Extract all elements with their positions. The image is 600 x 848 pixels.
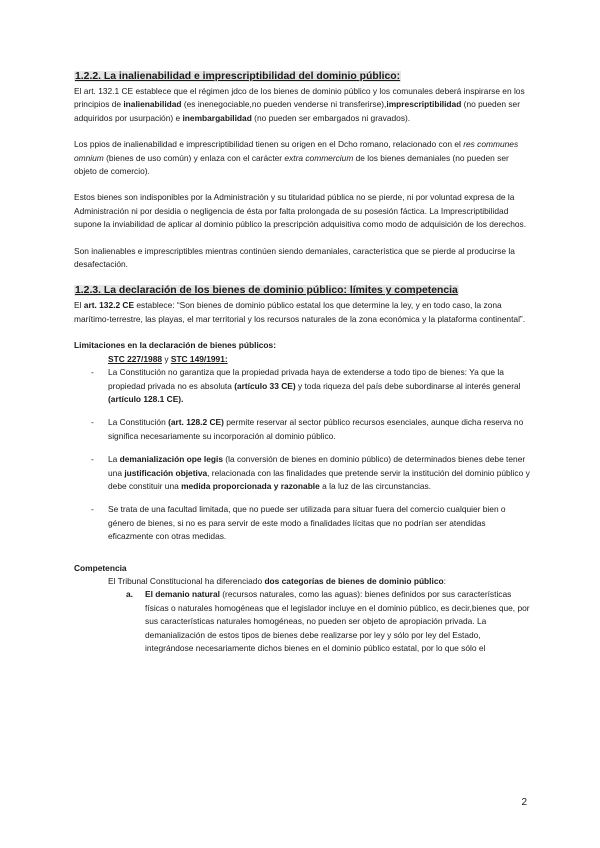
text-run: de los bienes demaniales (no pueden ser objeto de comercio). [74,152,509,177]
list-item [74,588,530,655]
dash-marker: - [91,454,94,465]
italic-res-communes: res communes omnium [74,139,519,163]
text-run: El [74,300,84,311]
page-content [74,70,530,655]
text-run: , relacionada con las finalidades que pretende servir la institución del dominio público y debe constituir una [108,467,530,491]
text-run: y [162,353,171,364]
text-run: : [443,575,446,586]
text-run: La [108,454,120,465]
text-run: establece: “Son bienes de dominio público estatal los que determine la ley, y en todo caso, la zona marítimo-terrestre, las playas, el mar territorial y los recursos naturales de la zona económica y la plataforma continental”. [74,300,526,324]
text-run: La Constitución no garantiza que la propiedad privada haya de extenderse a todo tipo de bienes: Ya que la propiedad privada no es absoluta [108,367,504,391]
bold-demanio-natural: El demanio natural [145,589,220,600]
stc-149-1991: STC 149/1991 [170,353,225,364]
bold-dos-categorias: dos categorías de bienes de dominio público [264,575,444,586]
text-run: (la conversión de bienes en dominio público) de determinados bienes debe tener una [108,454,526,478]
paragraph-desafectacion: Son inalienables e imprescriptibles mientras continúen siendo demaniales, característica que se pierde al producirse la desafectación. [74,245,515,270]
bold-art-132-2: art. 132.2 CE [83,300,135,311]
text-run: El Tribunal Constitucional ha diferenciado [108,575,265,586]
competencia-title: Competencia [74,562,127,573]
paragraph-principles [74,85,530,125]
bold-medida: medida proporcionada y razonable [181,480,320,491]
text-run: permite reservar al sector público recursos esenciales, aunque dicha reserva no significa necesariamente su incorporación al dominio público. [108,417,524,441]
text-run: : [224,353,228,364]
bold-inembargabilidad: inembargabilidad [182,112,252,123]
italic-extra-commercium: extra commercium [284,152,354,163]
bold-inalienabilidad: inalienabilidad [123,99,182,110]
bold-imprescriptibilidad: imprescriptibilidad [386,99,462,110]
text-run: (es inenegociable,no pueden venderse ni transferirse), [181,99,387,110]
stc-references [108,353,530,366]
text-run: La Constitución [108,417,169,428]
list-item [74,416,530,443]
list-item [74,366,530,406]
text-run: y toda riqueza del país debe subordinarse al interés general [295,380,521,391]
paragraph-art-132-2 [74,299,530,326]
section-heading-1-2-3: 1.2.3. La declaración de los bienes de dominio público: límites y competencia [75,285,458,297]
dash-marker: - [91,417,94,428]
dash-marker: - [91,367,94,378]
list-item [74,453,530,493]
page-number: 2 [521,797,527,808]
section-heading-1-2-2: 1.2.2. La inalienabilidad e imprescriptibilidad del dominio público: [75,71,401,82]
list-item [74,503,530,543]
text-run: (no pueden ser embargados ni gravados). [251,112,411,123]
bold-ope-legis: demanialización ope legis [119,454,223,465]
text-run: El art. 132.1 CE establece que el régimen jdco de los bienes de dominio público y los comunales deberá inspirarse en los principios de [74,86,525,110]
categories-list [74,588,530,655]
bold-art-128-1: (artículo 128.1 CE). [108,393,184,404]
paragraph-roman-origin [74,138,530,178]
stc-227-1988: STC 227/1988 [108,353,163,364]
text-run: (recursos naturales, como las aguas): bienes definidos por sus características físicas o naturales homogéneas que el legislador incluye en el dominio público, es decir,bienes que, por sus características naturales homogéneas, no pueden ser objeto de apropiación privada. La demanialización de estos tipos de bienes debe realizarse por ley y sólo por ley del Estado, integrándose necesariamente dichos bienes en el dominio público estatal, por lo que sólo el [145,589,530,653]
text-run: Se trata de una facultad limitada, que no puede ser utilizada para situar fuera del comercio cualquier bien o género de bienes, si no es para servir de este modo a finalidades lícitas que no podrían ser atendidas eficazmente con otras medidas. [108,504,506,542]
text-run: Los ppios de inalienabilidad e imprescriptibilidad tienen su origen en el Dcho romano, relacionado con el [74,139,464,150]
bold-art-128-2: (art. 128.2 CE) [168,417,224,428]
limitations-title: Limitaciones en la declaración de bienes públicos: [74,340,276,351]
competencia-intro [108,575,530,588]
alpha-marker: a. [126,589,133,600]
bold-art-33: (artículo 33 CE) [234,380,296,391]
text-run: a la luz de las circunstancias. [319,480,432,491]
text-run: (no pueden ser adquiridos por usurpación) e [74,99,520,123]
limitations-list [74,366,530,543]
text-run: (bienes de uso común) y enlaza con el carácter [103,152,285,163]
dash-marker: - [91,504,94,515]
paragraph-indisponibles: Estos bienes son indisponibles por la Administración y su titularidad pública no se pierde, ni por voluntad expresa de la Administración ni por desidia o negligencia de ésta por falta prolongada de su posesión fáctica. La Imprescriptibilidad supone la inviabilidad de aplicar al dominio público la prescripción adquisitiva como modo de adquisición de los derechos. [74,192,527,230]
bold-justificacion: justificación objetiva [124,467,208,478]
